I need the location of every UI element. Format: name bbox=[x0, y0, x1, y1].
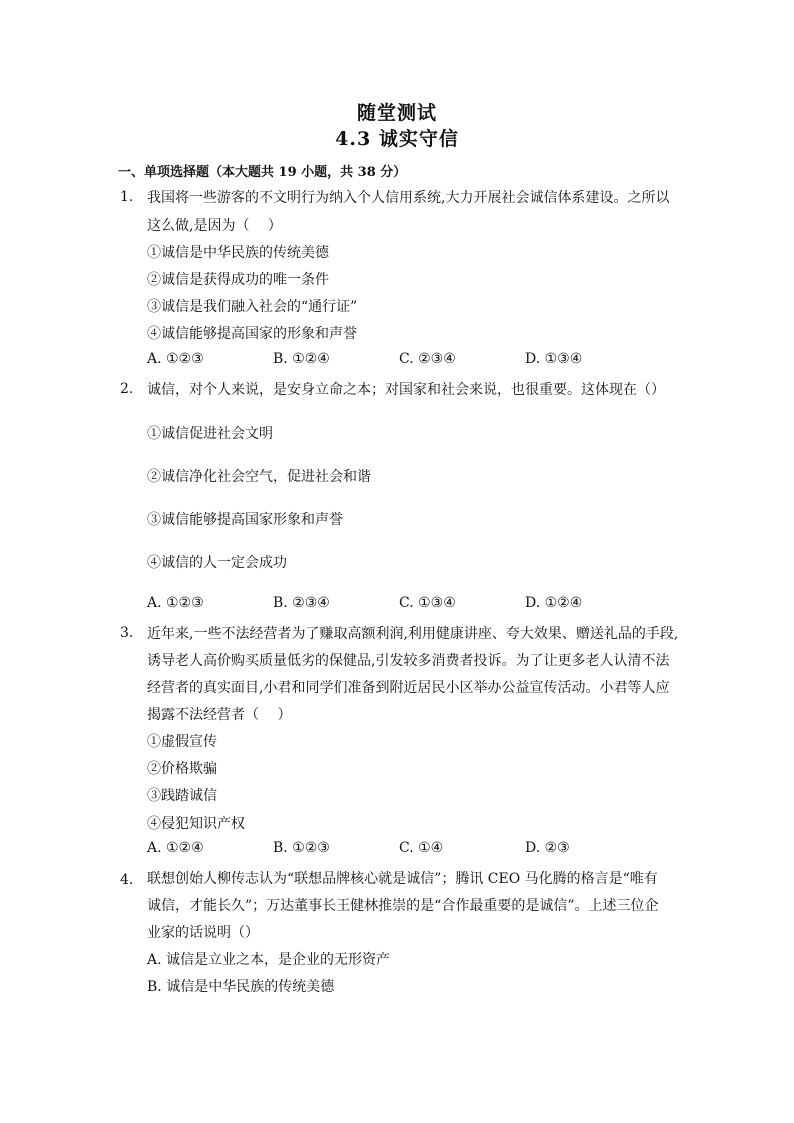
choice-a: A. ①②③ bbox=[147, 351, 204, 367]
choice-c: C. ②③④ bbox=[399, 351, 456, 367]
choice-d: D. ②③ bbox=[525, 840, 570, 856]
question-stem-line: 诱导老人高价购买质量低劣的保健品,引发较多消费者投诉。为了让更多老人认清不法 bbox=[147, 653, 670, 669]
choice-d: D. ①②④ bbox=[525, 595, 583, 611]
question-stem-line: 近年来,一些不法经营者为了赚取高额利润,利用健康讲座、夸大效果、赠送礼品的手段, bbox=[147, 626, 679, 642]
question-number: 1. bbox=[120, 189, 134, 205]
choice-d: D. ①③④ bbox=[525, 351, 583, 367]
choice-b: B. ①②③ bbox=[273, 840, 330, 856]
question-stem-line: 这么做,是因为（ ） bbox=[147, 218, 282, 234]
choice-a: A. ①②④ bbox=[147, 840, 204, 856]
choice-b: B. ①②④ bbox=[273, 351, 330, 367]
statement-item: ②诚信是获得成功的唯一条件 bbox=[147, 272, 329, 288]
choice-a: A. ①②③ bbox=[147, 595, 204, 611]
question-stem-line: 我国将一些游客的不文明行为纳入个人信用系统,大力开展社会诚信体系建设。之所以 bbox=[147, 190, 670, 206]
question-number: 3. bbox=[120, 625, 134, 641]
question-stem-line: 揭露不法经营者（ ） bbox=[147, 707, 292, 723]
statement-item: ①诚信促进社会文明 bbox=[147, 426, 273, 442]
statement-item: ②诚信净化社会空气，促进社会和谐 bbox=[147, 469, 371, 485]
question-number: 2. bbox=[120, 381, 134, 397]
statement-item: ③诚信能够提高国家形象和声誉 bbox=[147, 512, 343, 528]
question-stem-line: 诚信，才能长久”；万达董事长王健林推崇的是“合作最重要的是诚信”。上述三位企 bbox=[147, 898, 659, 914]
question-number: 4. bbox=[120, 872, 134, 888]
statement-item: ②价格欺骗 bbox=[147, 761, 217, 777]
statement-item: ①虚假宣传 bbox=[147, 734, 217, 750]
statement-item: ③践踏诚信 bbox=[147, 788, 217, 804]
choice-c: C. ①③④ bbox=[399, 595, 456, 611]
page-subtitle: 4.3 诚实守信 bbox=[335, 128, 459, 150]
statement-item: ④诚信的人一定会成功 bbox=[147, 555, 287, 571]
choice-b: B. 诚信是中华民族的传统美德 bbox=[147, 979, 335, 995]
statement-item: ④侵犯知识产权 bbox=[147, 816, 245, 832]
question-stem-line: 业家的话说明（） bbox=[147, 925, 259, 941]
choice-a: A. 诚信是立业之本，是企业的无形资产 bbox=[147, 952, 391, 968]
question-stem-line: 诚信，对个人来说，是安身立命之本；对国家和社会来说，也很重要。这体现在（） bbox=[147, 382, 665, 398]
choice-c: C. ①④ bbox=[399, 840, 444, 856]
question-stem-line: 经营者的真实面目,小君和同学们准备到附近居民小区举办公益宣传活动。小君等人应 bbox=[147, 680, 670, 696]
statement-item: ③诚信是我们融入社会的“通行证” bbox=[147, 299, 358, 315]
section-heading: 一、单项选择题（本大题共 19 小题，共 38 分） bbox=[118, 165, 407, 180]
page-title: 随堂测试 bbox=[356, 102, 437, 124]
statement-item: ④诚信能够提高国家的形象和声誉 bbox=[147, 326, 357, 342]
question-stem-line: 联想创始人柳传志认为“联想品牌核心就是诚信”；腾讯 CEO 马化腾的格言是“唯有 bbox=[147, 871, 658, 887]
statement-item: ①诚信是中华民族的传统美德 bbox=[147, 245, 329, 261]
choice-b: B. ②③④ bbox=[273, 595, 330, 611]
